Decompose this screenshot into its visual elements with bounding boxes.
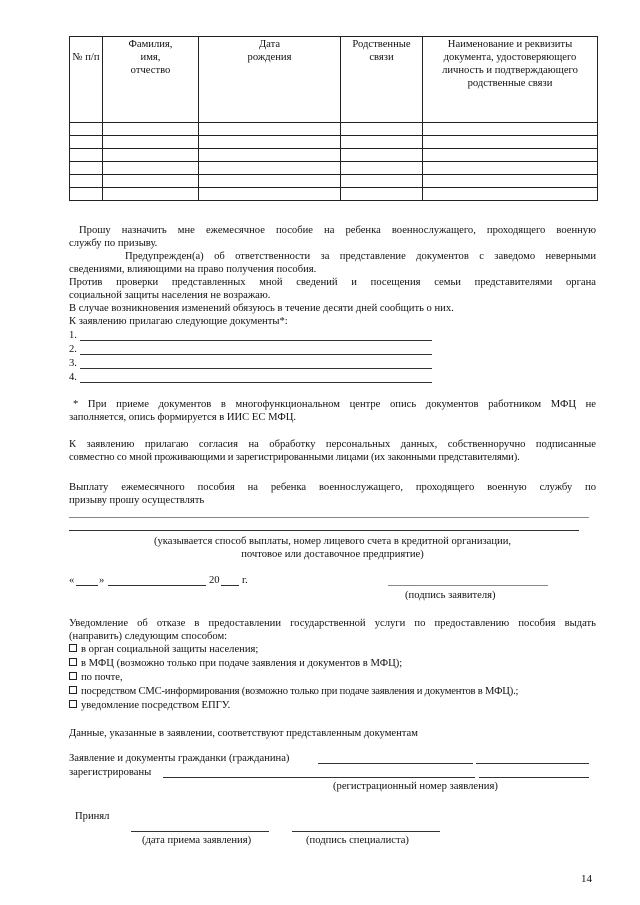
table-cell[interactable] [423,175,598,188]
payment-hint-line1: (указывается способ выплаты, номер лицевого счета в кредитной организации, [153,536,512,547]
registration-number-field[interactable] [479,777,589,778]
col-number-header: № п/п [70,37,103,123]
notice-option-epgu[interactable] [69,699,230,712]
table-row [70,175,598,188]
table-cell[interactable] [103,175,199,188]
reg-number-hint: (регистрационный номер заявления) [333,781,498,792]
table-cell[interactable] [103,123,199,136]
table-cell[interactable] [341,175,423,188]
table-cell[interactable] [199,123,341,136]
checkbox-epgu[interactable] [69,700,77,708]
table-cell[interactable] [341,162,423,175]
page-number: 14 [581,873,592,885]
table-cell[interactable] [70,162,103,175]
specialist-signature-field[interactable] [292,831,440,832]
attachment-4-field[interactable] [80,382,432,383]
attachment-3-label: 3. [69,358,77,369]
table-cell[interactable] [423,188,598,201]
table-cell[interactable] [341,136,423,149]
table-cell[interactable] [423,136,598,149]
table-header-row [70,37,598,123]
request-text-line2: службу по призыву. [69,238,158,249]
accepted-label: Принял [75,811,110,822]
table-cell[interactable] [341,123,423,136]
notice-option-post[interactable] [69,671,123,684]
table-cell[interactable] [70,136,103,149]
citizen-name-field[interactable] [318,763,473,764]
payment-hint-line2: почтовое или доставочное предприятие) [241,549,424,560]
consent-line1: К заявлению прилагаю согласия на обработку персональных данных, собственноручно подписанные [69,439,596,450]
attachment-4-label: 4. [69,372,77,383]
check-text-line1: Против проверки представленных мной сведений и посещения семьи представителями органа [69,277,596,288]
col-birthdate-header: Дата рождения [199,37,341,123]
date-day-field[interactable] [76,585,98,586]
table-row [70,162,598,175]
relatives-table [69,36,598,201]
request-text-line1: Прошу назначить мне ежемесячное пособие на ребенка военнослужащего, проходящего военную [79,225,596,236]
notice-option-social-label: в орган социальной защиты населения; [81,644,259,655]
table-cell[interactable] [199,162,341,175]
table-cell[interactable] [199,188,341,201]
notice-option-epgu-label: уведомление посредством ЕПГУ. [81,700,231,711]
date-month-field[interactable] [108,585,206,586]
table-cell[interactable] [103,136,199,149]
date-open-quote: « [69,575,75,586]
col-relation-header: Родственные связи [341,37,423,123]
date-close-quote: » [99,575,105,586]
attachment-1-label: 1. [69,330,77,341]
table-cell[interactable] [103,162,199,175]
table-cell[interactable] [199,136,341,149]
footnote-line1: * При приеме документов в многофункциональном центре опись документов работником МФЦ не [73,399,596,410]
docs-of-text: Заявление и документы гражданки (гражданина) [69,753,290,764]
table-row [70,188,598,201]
table-cell[interactable] [341,188,423,201]
notice-option-mfc-label: в МФЦ (возможно только при подаче заявления и документов в МФЦ); [81,658,403,669]
applicant-signature-hint: (подпись заявителя) [405,590,496,601]
table-cell[interactable] [103,149,199,162]
checkbox-mfc[interactable] [69,658,77,666]
date-year-suffix: г. [242,575,248,586]
attachment-1-field[interactable] [80,340,432,341]
citizen-name-field-2[interactable] [476,763,589,764]
table-cell[interactable] [70,149,103,162]
attachment-2-field[interactable] [80,354,432,355]
table-cell[interactable] [199,149,341,162]
applicant-signature-field[interactable] [388,585,548,586]
notice-option-sms[interactable] [69,685,518,698]
specialist-signature-hint: (подпись специалиста) [306,835,409,846]
notice-line1: Уведомление об отказе в предоставлении государственной услуги по предоставлению пособия выдать [69,618,596,629]
table-cell[interactable] [103,188,199,201]
consent-line2: совместно со мной проживающими и зарегистрированными лицами (их законными представителями). [69,452,520,463]
payment-line1: Выплату ежемесячного пособия на ребенка военнослужащего, проходящего военную службу по [69,482,596,493]
col-document-header: Наименование и реквизиты документа, удостоверяющего личность и подтверждающего родственные связи [423,37,598,123]
table-cell[interactable] [70,123,103,136]
date-year-field[interactable] [221,585,239,586]
table-row [70,123,598,136]
notice-option-sms-label: посредством СМС-информирования (возможно только при подаче заявления и документов в МФЦ).; [81,686,519,697]
changes-text: В случае возникновения изменений обязуюсь в течение десяти дней сообщить о них. [69,303,454,314]
table-cell[interactable] [423,162,598,175]
table-cell[interactable] [423,123,598,136]
notice-line2: (направить) следующим способом: [69,631,228,642]
checkbox-sms[interactable] [69,686,77,694]
table-cell[interactable] [70,175,103,188]
checkbox-post[interactable] [69,672,77,680]
payment-method-field-1[interactable] [69,517,589,518]
col-fullname-header: Фамилия, имя, отчество [103,37,199,123]
date-year-prefix: 20 [209,575,220,586]
warned-text-line2: сведениями, влияющими на право получения пособия. [69,264,317,275]
table-cell[interactable] [423,149,598,162]
registered-text: зарегистрированы [69,767,152,778]
payment-method-field-2[interactable] [69,530,579,531]
notice-option-social[interactable] [69,643,258,656]
table-cell[interactable] [341,149,423,162]
table-row [70,136,598,149]
payment-line2: призыву прошу осуществлять [69,495,205,506]
attachment-2-label: 2. [69,344,77,355]
notice-option-post-label: по почте, [81,672,123,683]
footnote-line2: заполняется, опись формируется в ИИС ЕС МФЦ. [69,412,297,423]
table-cell[interactable] [199,175,341,188]
accept-date-field[interactable] [131,831,269,832]
data-match-text: Данные, указанные в заявлении, соответствуют представленным документам [69,728,418,739]
attachment-3-field[interactable] [80,368,432,369]
table-row [70,149,598,162]
registration-date-field[interactable] [163,777,475,778]
table-cell[interactable] [70,188,103,201]
checkbox-social[interactable] [69,644,77,652]
attach-text: К заявлению прилагаю следующие документы*: [69,316,288,327]
notice-option-mfc[interactable] [69,657,402,670]
accept-date-hint: (дата приема заявления) [142,835,252,846]
check-text-line2: социальной защиты населения не возражаю. [69,290,271,301]
warned-text-line1: Предупрежден(а) об ответственности за представление документов с заведомо неверными [125,251,596,262]
